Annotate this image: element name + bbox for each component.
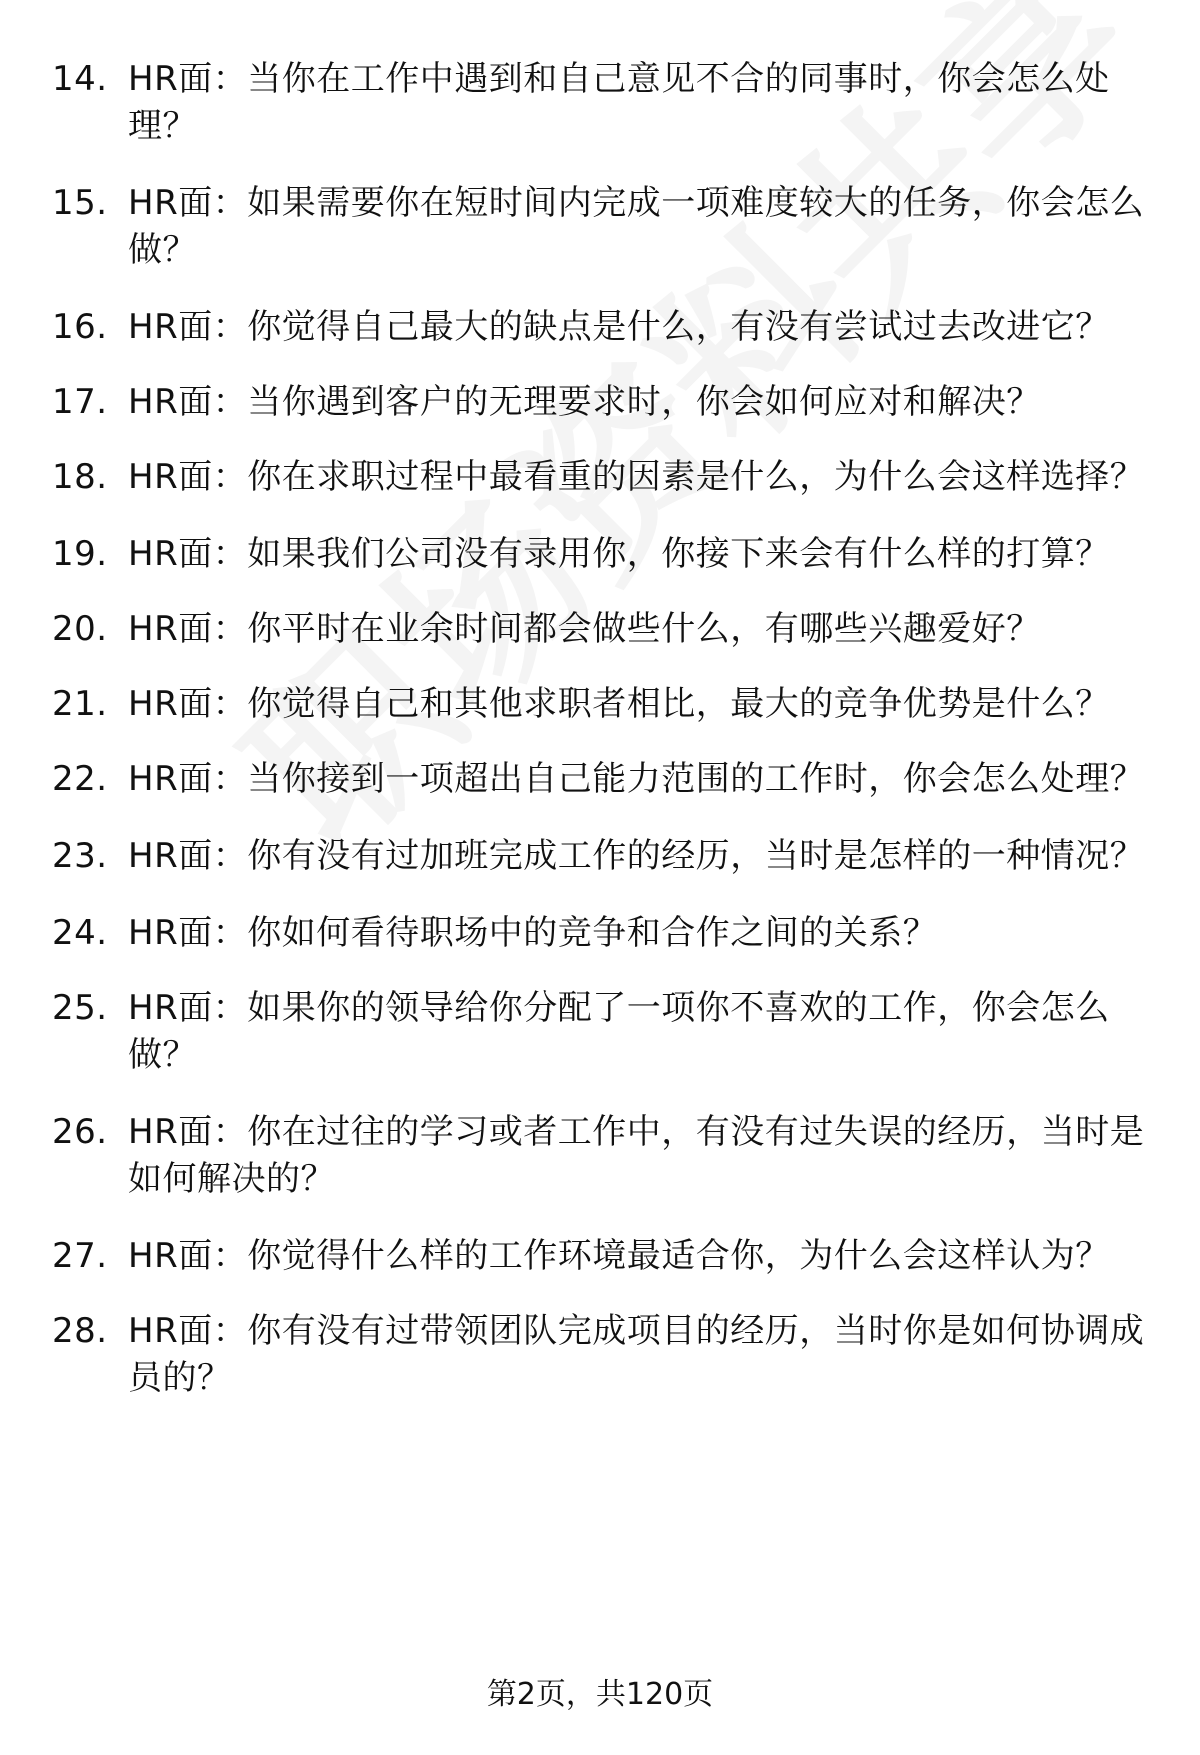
question-number: 27. bbox=[52, 1236, 108, 1276]
question-text: HR面：当你接到一项超出自己能力范围的工作时，你会怎么处理？ bbox=[128, 759, 1145, 799]
question-item bbox=[52, 910, 1162, 957]
question-item bbox=[52, 606, 1162, 653]
question-item bbox=[52, 379, 1162, 426]
question-text: HR面：当你在工作中遇到和自己意见不合的同事时，你会怎么处理？ bbox=[128, 59, 1110, 146]
question-text: HR面：你觉得自己最大的缺点是什么，有没有尝试过去改进它？ bbox=[128, 307, 1110, 347]
question-number: 20. bbox=[52, 609, 108, 649]
question-number: 17. bbox=[52, 382, 108, 422]
question-text: HR面：你在求职过程中最看重的因素是什么，为什么会这样选择？ bbox=[128, 457, 1145, 497]
question-item bbox=[52, 1308, 1162, 1402]
question-text: HR面：你觉得自己和其他求职者相比，最大的竞争优势是什么？ bbox=[128, 684, 1110, 724]
question-text: HR面：你有没有过加班完成工作的经历，当时是怎样的一种情况？ bbox=[128, 836, 1145, 876]
question-number: 21. bbox=[52, 684, 108, 724]
question-text: HR面：你在过往的学习或者工作中，有没有过失误的经历，当时是如何解决的？ bbox=[128, 1112, 1145, 1199]
question-item bbox=[52, 1233, 1162, 1280]
question-number: 15. bbox=[52, 183, 108, 223]
question-number: 22. bbox=[52, 759, 108, 799]
question-number: 19. bbox=[52, 534, 108, 574]
question-number: 18. bbox=[52, 457, 108, 497]
question-text: HR面：你觉得什么样的工作环境最适合你，为什么会这样认为？ bbox=[128, 1236, 1110, 1276]
question-item bbox=[52, 681, 1162, 728]
question-text: HR面：当你遇到客户的无理要求时，你会如何应对和解决？ bbox=[128, 382, 1041, 422]
question-item bbox=[52, 1109, 1162, 1203]
question-item bbox=[52, 833, 1162, 880]
question-item bbox=[52, 756, 1162, 803]
question-number: 16. bbox=[52, 307, 108, 347]
question-number: 24. bbox=[52, 913, 108, 953]
page-footer: 第2页，共120页 bbox=[486, 1677, 714, 1712]
question-item bbox=[52, 180, 1162, 274]
question-item bbox=[52, 454, 1162, 501]
question-text: HR面：如果需要你在短时间内完成一项难度较大的任务，你会怎么做？ bbox=[128, 183, 1145, 270]
question-item bbox=[52, 56, 1162, 150]
question-text: HR面：如果我们公司没有录用你，你接下来会有什么样的打算？ bbox=[128, 534, 1110, 574]
question-text: HR面：你平时在业余时间都会做些什么，有哪些兴趣爱好？ bbox=[128, 609, 1041, 649]
question-number: 26. bbox=[52, 1112, 108, 1152]
question-item bbox=[52, 985, 1162, 1079]
question-list bbox=[52, 56, 1162, 1432]
question-text: HR面：你如何看待职场中的竞争和合作之间的关系？ bbox=[128, 913, 938, 953]
question-number: 25. bbox=[52, 988, 108, 1028]
question-text: HR面：如果你的领导给你分配了一项你不喜欢的工作，你会怎么做？ bbox=[128, 988, 1110, 1075]
question-number: 23. bbox=[52, 836, 108, 876]
question-item bbox=[52, 304, 1162, 351]
question-item bbox=[52, 531, 1162, 578]
question-number: 14. bbox=[52, 59, 108, 99]
question-number: 28. bbox=[52, 1311, 108, 1351]
question-text: HR面：你有没有过带领团队完成项目的经历，当时你是如何协调成员的？ bbox=[128, 1311, 1145, 1398]
